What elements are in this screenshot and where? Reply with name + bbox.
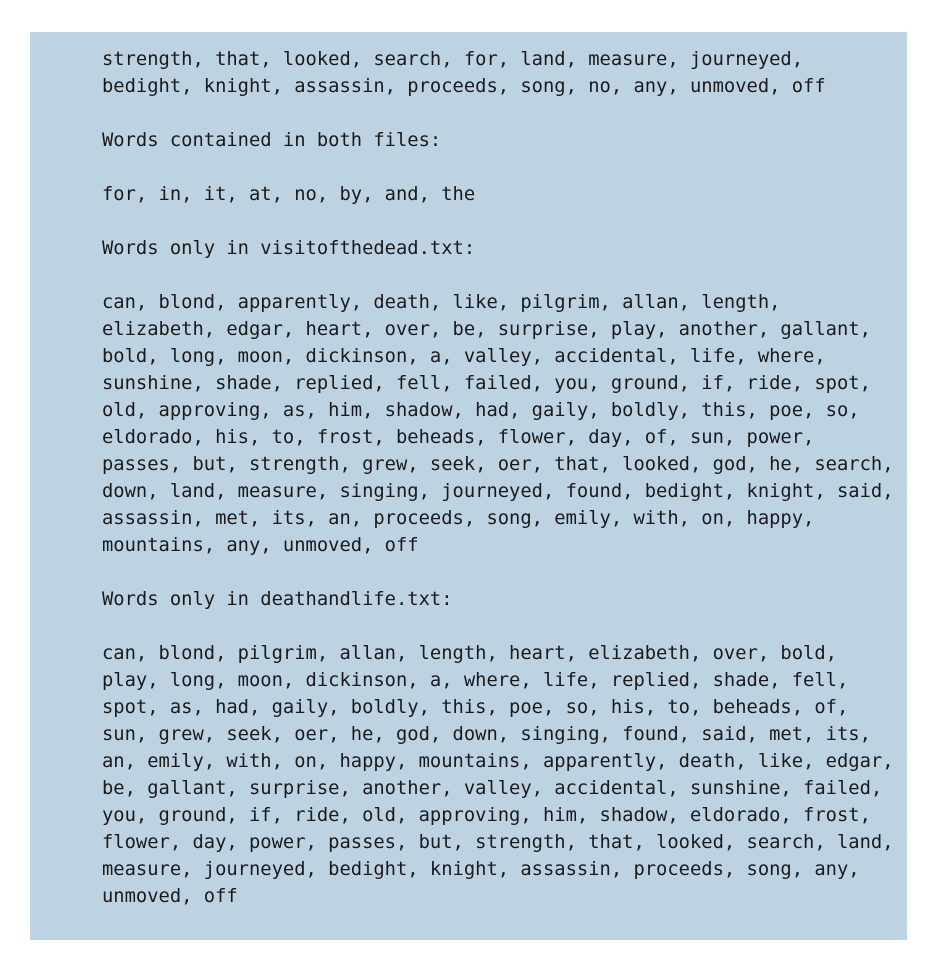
output-line: eldorado, his, to, frost, beheads, flower, day, of, sun, power,	[102, 427, 815, 448]
output-line: strength, that, looked, search, for, land, measure, journeyed,	[102, 49, 804, 70]
output-line: can, blond, apparently, death, like, pilgrim, allan, length,	[102, 292, 781, 313]
output-line: unmoved, off	[102, 886, 238, 907]
output-line: down, land, measure, singing, journeyed, found, bedight, knight, said,	[102, 481, 894, 502]
blank-line	[102, 613, 907, 640]
section-heading-both-files: Words contained in both files:	[102, 130, 442, 151]
section-heading-visitofthedead: Words only in visitofthedead.txt:	[102, 238, 476, 259]
output-line: bold, long, moon, dickinson, a, valley, accidental, life, where,	[102, 346, 826, 367]
output-line: measure, journeyed, bedight, knight, assassin, proceeds, song, any,	[102, 859, 860, 880]
output-line: mountains, any, unmoved, off	[102, 535, 419, 556]
blank-line	[102, 262, 907, 289]
output-line: sunshine, shade, replied, fell, failed, you, ground, if, ride, spot,	[102, 373, 871, 394]
output-line: bedight, knight, assassin, proceeds, song, no, any, unmoved, off	[102, 76, 826, 97]
blank-line	[102, 208, 907, 235]
output-line: passes, but, strength, grew, seek, oer, that, looked, god, he, search,	[102, 454, 894, 475]
output-line: sun, grew, seek, oer, he, god, down, singing, found, said, met, its,	[102, 724, 871, 745]
output-line: you, ground, if, ride, old, approving, him, shadow, eldorado, frost,	[102, 805, 871, 826]
output-line: play, long, moon, dickinson, a, where, life, replied, shade, fell,	[102, 670, 849, 691]
blank-line	[102, 154, 907, 181]
output-line: spot, as, had, gaily, boldly, this, poe, so, his, to, beheads, of,	[102, 697, 849, 718]
output-line: be, gallant, surprise, another, valley, accidental, sunshine, failed,	[102, 778, 883, 799]
console-output-box	[30, 32, 907, 940]
blank-line	[102, 100, 907, 127]
output-line: flower, day, power, passes, but, strength, that, looked, search, land,	[102, 832, 894, 853]
output-line: for, in, it, at, no, by, and, the	[102, 184, 476, 205]
output-line: assassin, met, its, an, proceeds, song, emily, with, on, happy,	[102, 508, 815, 529]
blank-line	[102, 559, 907, 586]
section-heading-deathandlife: Words only in deathandlife.txt:	[102, 589, 453, 610]
output-line: old, approving, as, him, shadow, had, gaily, boldly, this, poe, so,	[102, 400, 860, 421]
output-line: can, blond, pilgrim, allan, length, heart, elizabeth, over, bold,	[102, 643, 837, 664]
output-line: elizabeth, edgar, heart, over, be, surprise, play, another, gallant,	[102, 319, 871, 340]
output-line: an, emily, with, on, happy, mountains, apparently, death, like, edgar,	[102, 751, 894, 772]
